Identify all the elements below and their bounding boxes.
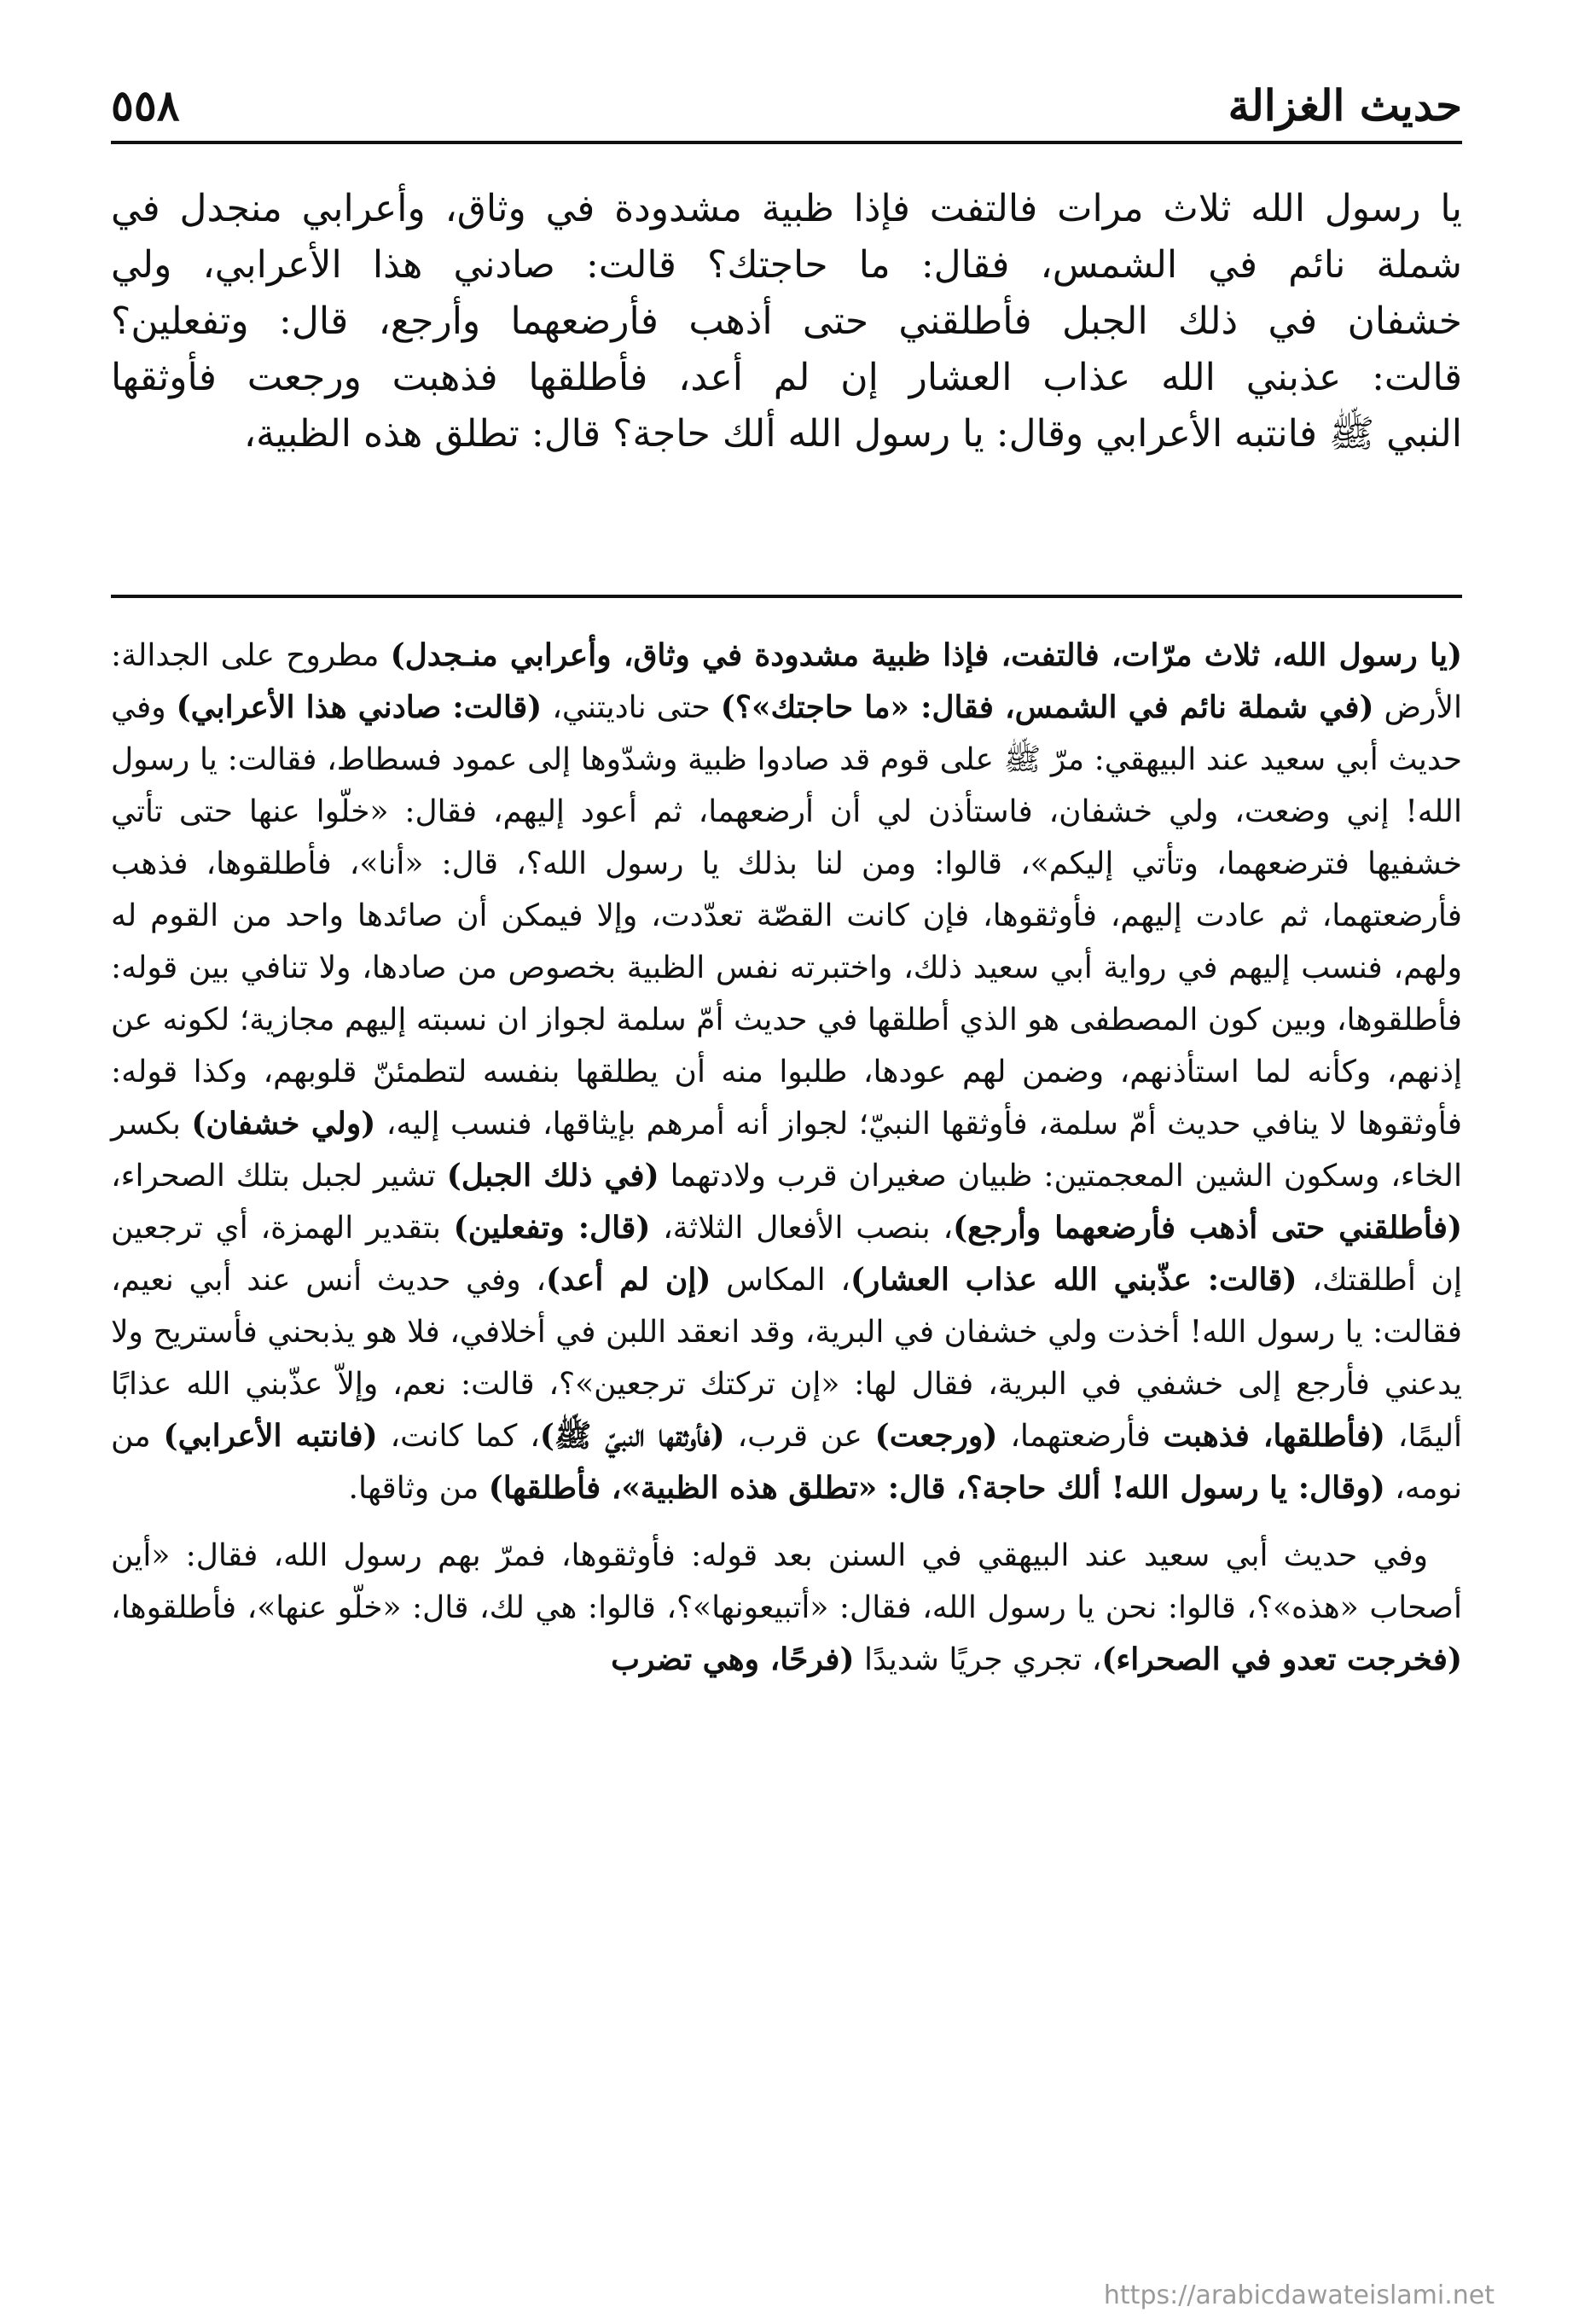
main-text-line: النبي ﷺ فانتبه الأعرابي وقال: يا رسول الله ألك حاجة؟ قال: تطلق هذه الظبية، xyxy=(243,412,1462,456)
commentary-text: ، كما كانت، xyxy=(377,1419,540,1454)
quoted-text: (في ذلك الجبل) xyxy=(446,1158,659,1194)
quoted-text: (إن لم أعد) xyxy=(545,1262,711,1298)
page-number: ٥٥٨ xyxy=(111,79,180,131)
main-text-line: خشفان في ذلك الجبل فأطلقني حتى أذهب فأرضعهما وأرجع، قال: وتفعلين؟ xyxy=(111,299,1462,343)
quoted-text: (فانتبه الأعرابي) xyxy=(163,1418,378,1454)
main-hadith-text xyxy=(111,181,1462,462)
header-rule xyxy=(111,141,1462,144)
commentary-text: من وثاقها. xyxy=(348,1471,489,1506)
quoted-text: (ورجعت) xyxy=(874,1418,998,1454)
page-header xyxy=(111,75,1462,135)
commentary-text: ، المكاس xyxy=(711,1263,850,1298)
section-divider xyxy=(111,595,1462,598)
quoted-text: (فرحًا، وهي تضرب xyxy=(611,1641,855,1677)
commentary-paragraph xyxy=(111,1530,1462,1686)
commentary-text: بكسر الخاء، وسكون الشين المعجمتين: ظبيان صغيران قرب ولادتهما xyxy=(111,1107,1462,1194)
commentary-text: مطروح على الجدالة: الأرض xyxy=(111,638,1462,725)
commentary-text: حتى ناديتني، xyxy=(542,690,721,725)
commentary-text: ، وفي حديث أنس عند أبي نعيم، فقالت: يا رسول الله! أخذت ولي خشفان في البرية، وقد انعقد اللبن في أخلافي، فلا هو يذبحني فأستريح ولا يدعني فأرجع إلى خشفي في البرية، فقال لها: «إن تركتك ترجعين»؟، قالت: نعم، وإلاّ عذّبني الله عذابًا أليمًا، xyxy=(111,1263,1463,1454)
quoted-text: (وقال: يا رسول الله! ألك حاجة؟، قال: «تطلق هذه الظبية»، فأطلقها) xyxy=(488,1470,1385,1506)
main-text-line: شملة نائم في الشمس، فقال: ما حاجتك؟ قالت: صادني هذا الأعرابي، ولي xyxy=(111,243,1462,287)
commentary-text: بتقدير الهمزة، أي ترجعين إن أطلقتك، xyxy=(111,1211,1462,1298)
quoted-text: (يا رسول الله، ثلاث مرّات، فالتفت، فإذا ظبية مشدودة في وثاق، وأعرابي منـجدل) xyxy=(390,637,1462,673)
commentary-text: وفي حديث أبي سعيد عند البيهقي في السنن بعد قوله: فأوثقوها، فمرّ بهم رسول الله، فقال: «أين أصحاب «هذه»؟، قالوا: نحن يا رسول الله، فقال: «أتبيعونها»؟، قالوا: هي لك، قال: «خلّو عنها»، فأطلقوها، xyxy=(111,1538,1462,1625)
commentary-text: وفي حديث أبي سعيد عند البيهقي: مرّ ﷺ على قوم قد صادوا ظبية وشدّوها إلى عمود فسطاط، فقالت: يا رسول الله! إني وضعت، ولي خشفان، فاستأذن لي أن أرضعهما، ثم أعود إليهم، فقال: «خلّوا عنها حتى تأتي خشفيها فترضعهما، وتأتي إليكم»، قالوا: ومن لنا بذلك يا رسول الله؟، قال: «أنا»، فأطلقوها، فذهب فأرضعتهما، ثم عادت إليهم، فأوثقوها، فإن كانت القصّة تعدّدت، وإلا فيمكن أن صائدها واحد من القوم له ولهم، فنسب إليهم في رواية أبي سعيد ذلك، واختبرته نفس الظبية بخصوص من صادها، ولا تنافي بين قوله: فأطلقوها، وبين كون المصطفى هو الذي أطلقها في حديث أمّ سلمة لجواز ان نسبته إليهم مجازية؛ لكونه عن إذنهم، وكأنه لما استأذنهم، وضمن لهم عودها، طلبوا منه أن يطلقها بنفسه لتطمئنّ قلوبهم، وكذا قوله: فأوثقوها لا ينافي حديث أمّ سلمة، فأوثقها النبيّ؛ لجواز أنه أمرهم بإيثاقها، فنسب إليه، xyxy=(111,690,1462,1142)
commentary xyxy=(111,630,1462,1686)
running-title: حديث الغزالة xyxy=(1228,79,1462,131)
quoted-text: (ولي خشفان) xyxy=(191,1106,376,1142)
commentary-paragraph xyxy=(111,630,1462,1514)
main-text-line: قالت: عذبني الله عذاب العشار إن لم أعد، فأطلقها فذهبت ورجعت فأوثقها xyxy=(111,356,1462,399)
quoted-text: (فأطلقني حتى أذهب فأرضعهما وأرجع) xyxy=(953,1210,1463,1246)
quoted-text: (فخرجت تعدو في الصحراء) xyxy=(1101,1641,1462,1677)
quoted-text: (فأوثقها النبيّ ﷺ) xyxy=(539,1418,725,1454)
quoted-text: (قال: وتفعلين) xyxy=(453,1210,651,1246)
commentary-text: عن قرب، xyxy=(724,1419,875,1454)
quoted-text: (فأطلقها، فذهبت xyxy=(1163,1418,1385,1454)
quoted-text: (قالت: عذّبني الله عذاب العشار) xyxy=(850,1262,1297,1298)
commentary-text: ، تجري جريًا شديدًا xyxy=(854,1642,1102,1677)
main-text-line: يا رسول الله ثلاث مرات فالتفت فإذا ظبية مشدودة في وثاق، وأعرابي منجدل في xyxy=(111,187,1462,230)
commentary-text: تشير لجبل بتلك الصحراء، xyxy=(111,1159,447,1194)
quoted-text: (قالت: صادني هذا الأعرابي) xyxy=(176,689,543,725)
watermark-url: https://arabicdawateislami.net xyxy=(1103,2280,1495,2310)
commentary-text: ، بنصب الأفعال الثلاثة، xyxy=(650,1211,954,1246)
commentary-text: من نومه، xyxy=(111,1419,1462,1506)
quoted-text: (في شملة نائم في الشمس، فقال: «ما حاجتك»؟) xyxy=(720,689,1374,725)
commentary-text: فأرضعتهما، xyxy=(997,1419,1164,1454)
